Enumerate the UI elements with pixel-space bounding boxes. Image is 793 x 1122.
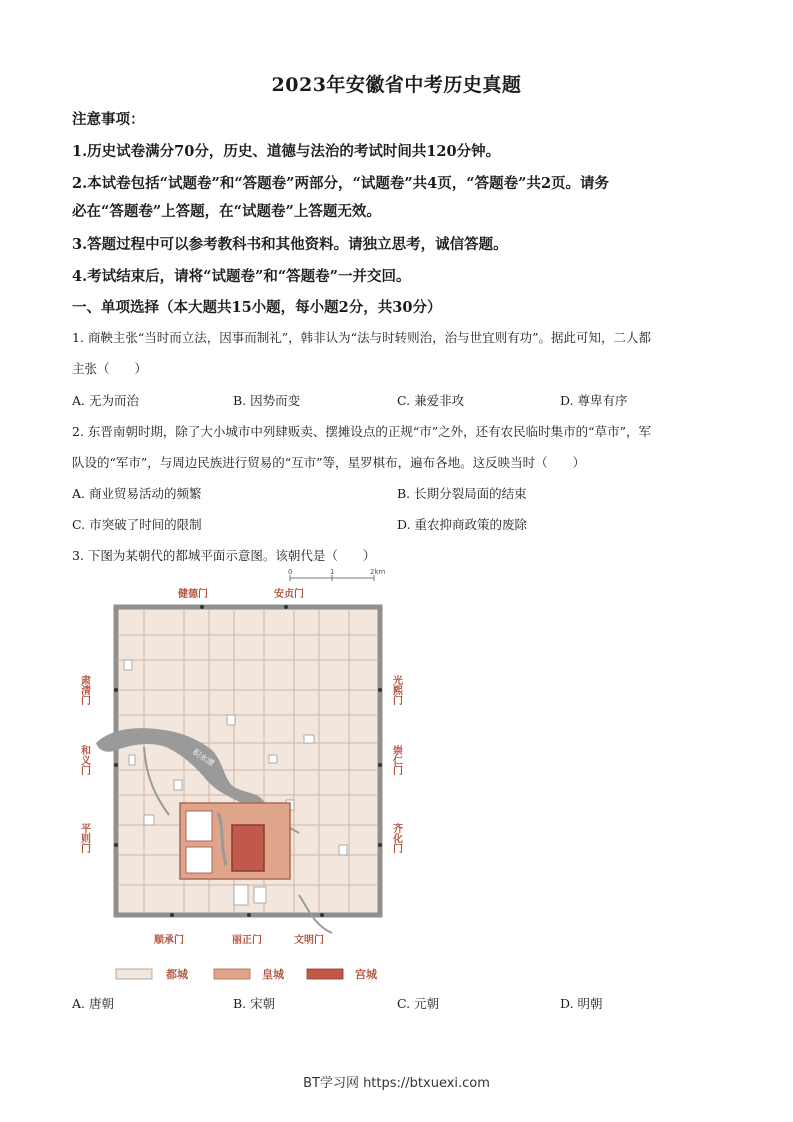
- section-heading: 一、单项选择（本大题共15小题，每小题2分，共30分）: [72, 299, 442, 316]
- q1-option-b[interactable]: B. 因势而变: [233, 393, 301, 408]
- imperial-building: [186, 811, 212, 841]
- question-3-stem: 3. 下图为某朝代的都城平面示意图。该朝代是（ ）: [72, 548, 376, 563]
- q1-option-a[interactable]: A. 无为而治: [72, 393, 139, 408]
- legend-label-imperial: 皇城: [262, 968, 284, 981]
- legend-label-palace: 宫城: [355, 968, 377, 981]
- capital-city-map: [74, 565, 414, 990]
- notice-item: 1.历史试卷满分70分，历史、道德与法治的考试时间共120分钟。: [72, 143, 501, 160]
- question-1-stem: 1. 商鞅主张“当时而立法，因事而制礼”，韩非认为“法与时转则治，治与世宜则有功”。据此可知，二人都: [72, 330, 651, 345]
- gate-guangxi: 光熙门: [390, 675, 402, 705]
- notice-item: 必在“答题卷”上答题，在“试题卷”上答题无效。: [72, 203, 381, 220]
- question-1-stem-cont: 主张（ ）: [72, 361, 148, 376]
- q3-option-b[interactable]: B. 宋朝: [233, 996, 276, 1011]
- lake-label: 积水潭: [190, 747, 216, 769]
- q3-option-a[interactable]: A. 唐朝: [72, 996, 114, 1011]
- question-2-stem-cont: 队设的“军市”，与周边民族进行贸易的“互市”等，星罗棋布，遍布各地。这反映当时（ ）: [72, 455, 586, 470]
- footer-watermark: BT学习网 https://btxuexi.com: [303, 1076, 490, 1091]
- gate-qihua: 齐化门: [390, 823, 402, 853]
- gate-heyi: 和义门: [78, 745, 90, 775]
- legend-label-outer: 都城: [166, 968, 188, 981]
- scale-bar: [288, 568, 386, 581]
- q3-option-d[interactable]: D. 明朝: [560, 996, 603, 1011]
- gate-shuncheng: 顺承门: [154, 935, 184, 946]
- palace-city: [232, 825, 264, 871]
- question-2-stem: 2. 东晋南朝时期，除了大小城市中列肆贩卖、摆摊设点的正规“市”之外，还有农民临时集市的“草市”，军: [72, 424, 651, 439]
- page-title: 2023年安徽省中考历史真题: [271, 74, 522, 96]
- gate-chongren: 崇仁门: [390, 745, 402, 775]
- gate-wenming: 文明门: [294, 935, 324, 946]
- map-legend: [116, 967, 378, 981]
- notice-item: 2.本试卷包括“试题卷”和“答题卷”两部分，“试题卷”共4页，“答题卷”共2页。请务: [72, 175, 610, 192]
- gate-lizheng: 丽正门: [232, 935, 262, 946]
- q1-option-c[interactable]: C. 兼爱非攻: [397, 393, 465, 408]
- gate-suqing: 肃清门: [78, 675, 90, 705]
- q2-option-d[interactable]: D. 重农抑商政策的废除: [397, 517, 528, 532]
- gate-jiande: 健德门: [178, 589, 208, 600]
- imperial-building: [186, 847, 212, 873]
- gate-pingze: 平则门: [78, 823, 90, 853]
- q2-option-b[interactable]: B. 长期分裂局面的结束: [397, 486, 527, 501]
- notice-item: 3.答题过程中可以参考教科书和其他资料。请独立思考，诚信答题。: [72, 236, 508, 253]
- q2-option-c[interactable]: C. 市突破了时间的限制: [72, 517, 202, 532]
- scale-label-0: 0: [288, 568, 293, 576]
- q1-option-d[interactable]: D. 尊卑有序: [560, 393, 628, 408]
- notice-heading: 注意事项：: [72, 111, 145, 128]
- q3-option-c[interactable]: C. 元朝: [397, 996, 440, 1011]
- scale-label-1: 1: [330, 568, 335, 576]
- legend-swatch-outer: [116, 969, 152, 979]
- q2-option-a[interactable]: A. 商业贸易活动的频繁: [72, 486, 202, 501]
- scale-label-2: 2km: [370, 568, 386, 576]
- legend-swatch-palace: [307, 969, 343, 979]
- notice-item: 4.考试结束后，请将“试题卷”和“答题卷”一并交回。: [72, 268, 411, 285]
- legend-swatch-imperial: [214, 969, 250, 979]
- gate-anzhen: 安贞门: [274, 589, 304, 600]
